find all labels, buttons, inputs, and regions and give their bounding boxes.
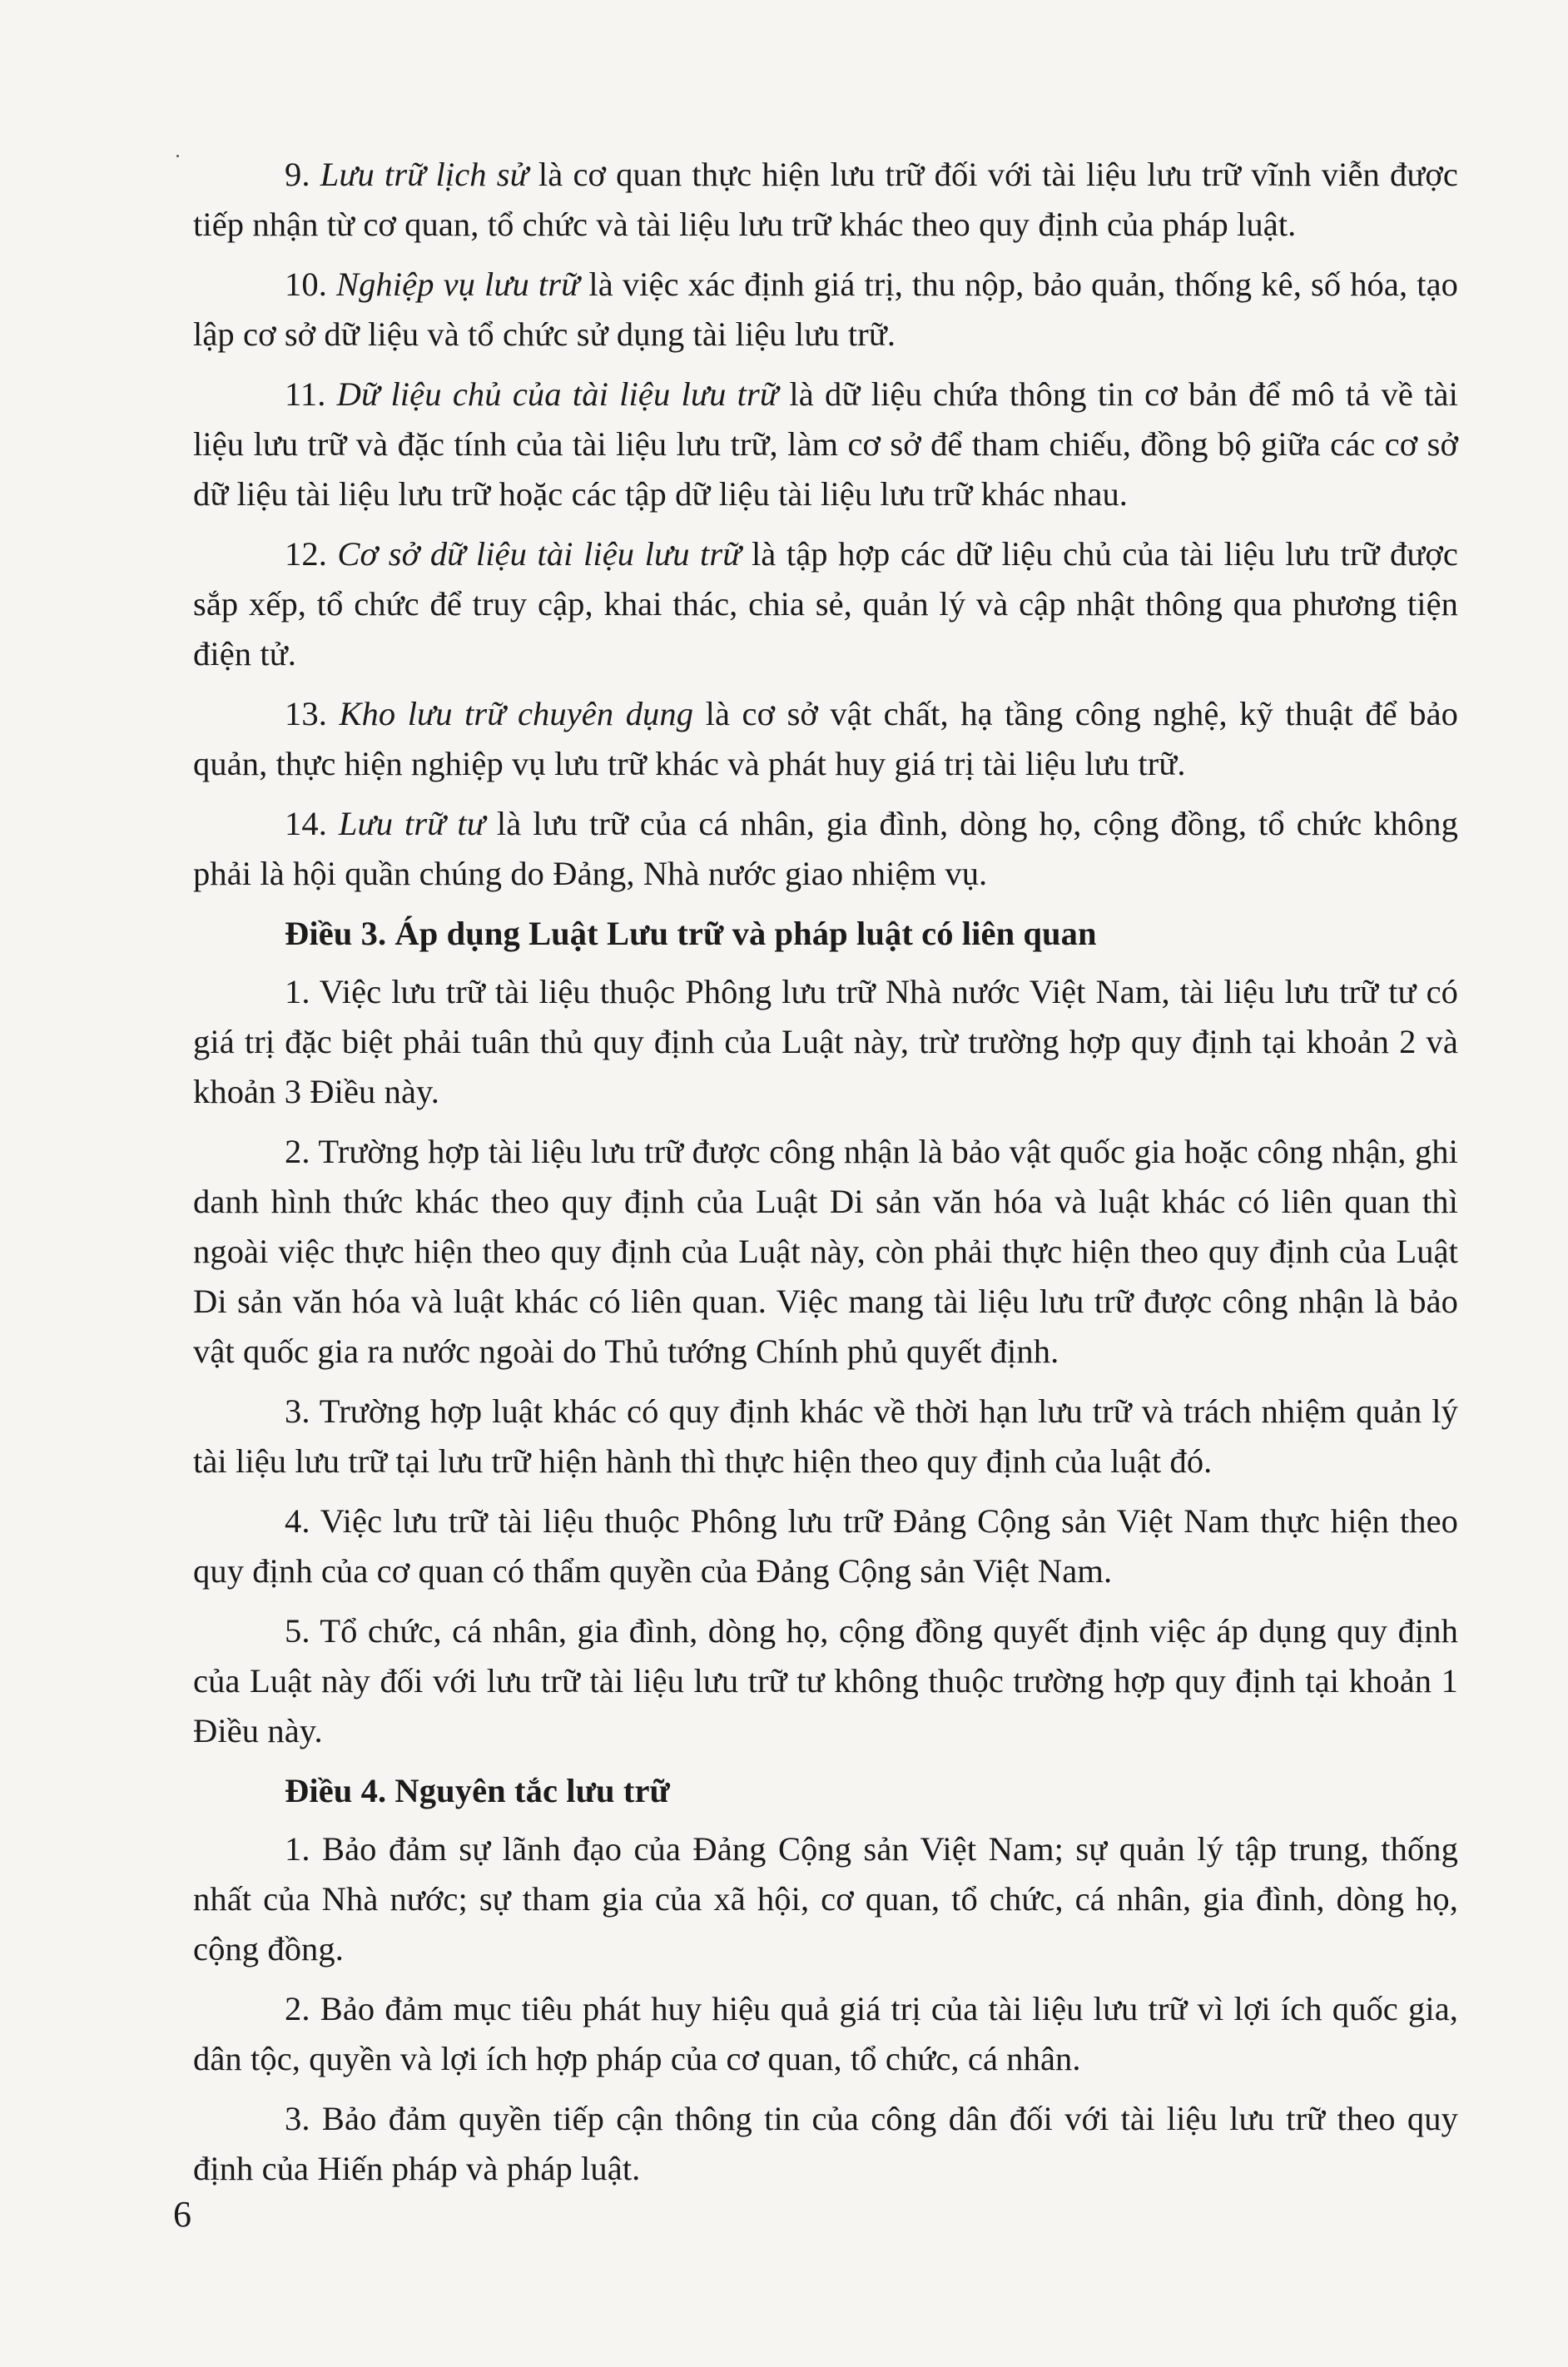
clause-text: là việc xác định giá trị, thu nộp, bảo quản, thống kê, số hóa, tạo lập cơ sở dữ liệu và tổ chức sử dụng tài liệu lưu trữ. [193, 265, 1458, 353]
scan-speck [176, 155, 179, 157]
defined-term: Nghiệp vụ lưu trữ [335, 265, 580, 303]
article-3-clause-3: 3. Trường hợp luật khác có quy định khác về thời hạn lưu trữ và trách nhiệm quản lý tài liệu lưu trữ tại lưu trữ hiện hành thì thực hiện theo quy định của luật đó. [193, 1392, 1458, 1480]
document-body [193, 150, 1458, 2204]
defined-term: Lưu trữ lịch sử [320, 156, 528, 193]
defined-term: Kho lưu trữ chuyên dụng [339, 695, 694, 732]
clause-10 [193, 260, 1458, 360]
article-3-clause-1: 1. Việc lưu trữ tài liệu thuộc Phông lưu trữ Nhà nước Việt Nam, tài liệu lưu trữ tư có giá trị đặc biệt phải tuân thủ quy định của Luật này, trừ trường hợp quy định tại khoản 2 và khoản 3 Điều này. [193, 973, 1458, 1110]
article-4-heading: Điều 4. Nguyên tắc lưu trữ [285, 1772, 670, 1809]
clause-13 [193, 689, 1458, 789]
article-4-clause-2: 2. Bảo đảm mục tiêu phát huy hiệu quả giá trị của tài liệu lưu trữ vì lợi ích quốc gia, dân tộc, quyền và lợi ích hợp pháp của cơ quan, tổ chức, cá nhân. [193, 1990, 1458, 2077]
clause-text: là tập hợp các dữ liệu chủ của tài liệu lưu trữ được sắp xếp, tổ chức để truy cập, khai thác, chia sẻ, quản lý và cập nhật thông qua phương tiện điện tử. [193, 535, 1458, 672]
clause-text: là dữ liệu chứa thông tin cơ bản để mô tả về tài liệu lưu trữ và đặc tính của tài liệu lưu trữ, làm cơ sở để tham chiếu, đồng bộ giữa các cơ sở dữ liệu tài liệu lưu trữ hoặc các tập dữ liệu tài liệu lưu trữ khác nhau. [193, 375, 1458, 513]
clause-11 [193, 370, 1458, 519]
article-3-heading: Điều 3. Áp dụng Luật Lưu trữ và pháp luật có liên quan [285, 915, 1097, 952]
defined-term: Dữ liệu chủ của tài liệu lưu trữ [336, 375, 779, 413]
article-3-clause-2: 2. Trường hợp tài liệu lưu trữ được công nhận là bảo vật quốc gia hoặc công nhận, ghi danh hình thức khác theo quy định của Luật Di sản văn hóa và luật khác có liên quan thì ngoài việc thực hiện theo quy định của Luật này, còn phải thực hiện theo quy định của Luật Di sản văn hóa và luật khác có liên quan. Việc mang tài liệu lưu trữ được công nhận là bảo vật quốc gia ra nước ngoài do Thủ tướng Chính phủ quyết định. [193, 1133, 1458, 1370]
clause-text: là cơ sở vật chất, hạ tầng công nghệ, kỹ thuật để bảo quản, thực hiện nghiệp vụ lưu trữ khác và phát huy giá trị tài liệu lưu trữ. [193, 695, 1458, 782]
article-4-clause-1: 1. Bảo đảm sự lãnh đạo của Đảng Cộng sản Việt Nam; sự quản lý tập trung, thống nhất của Nhà nước; sự tham gia của xã hội, cơ quan, tổ chức, cá nhân, gia đình, dòng họ, cộng đồng. [193, 1830, 1458, 1968]
defined-term: Lưu trữ tư [338, 805, 485, 842]
clause-number: 14. [285, 805, 339, 842]
clause-text: là lưu trữ của cá nhân, gia đình, dòng họ, cộng đồng, tổ chức không phải là hội quần chúng do Đảng, Nhà nước giao nhiệm vụ. [193, 805, 1458, 892]
clause-number: 10. [285, 265, 336, 303]
defined-term: Cơ sở dữ liệu tài liệu lưu trữ [337, 535, 742, 573]
page-number: 6 [173, 2194, 191, 2235]
clause-12 [193, 529, 1458, 679]
article-3-clause-5: 5. Tổ chức, cá nhân, gia đình, dòng họ, cộng đồng quyết định việc áp dụng quy định của Luật này đối với lưu trữ tài liệu lưu trữ tư không thuộc trường hợp quy định tại khoản 1 Điều này. [193, 1612, 1458, 1749]
clause-text: là cơ quan thực hiện lưu trữ đối với tài liệu lưu trữ vĩnh viễn được tiếp nhận từ cơ quan, tổ chức và tài liệu lưu trữ khác theo quy định của pháp luật. [193, 156, 1458, 243]
clause-number: 9. [285, 156, 320, 193]
clause-14 [193, 799, 1458, 899]
clause-9 [193, 150, 1458, 250]
clause-number: 11. [285, 375, 337, 413]
article-4-clause-3: 3. Bảo đảm quyền tiếp cận thông tin của công dân đối với tài liệu lưu trữ theo quy định của Hiến pháp và pháp luật. [193, 2100, 1458, 2187]
clause-number: 12. [285, 535, 338, 573]
article-3-clause-4: 4. Việc lưu trữ tài liệu thuộc Phông lưu trữ Đảng Cộng sản Việt Nam thực hiện theo quy định của cơ quan có thẩm quyền của Đảng Cộng sản Việt Nam. [193, 1502, 1458, 1590]
clause-number: 13. [285, 695, 340, 732]
